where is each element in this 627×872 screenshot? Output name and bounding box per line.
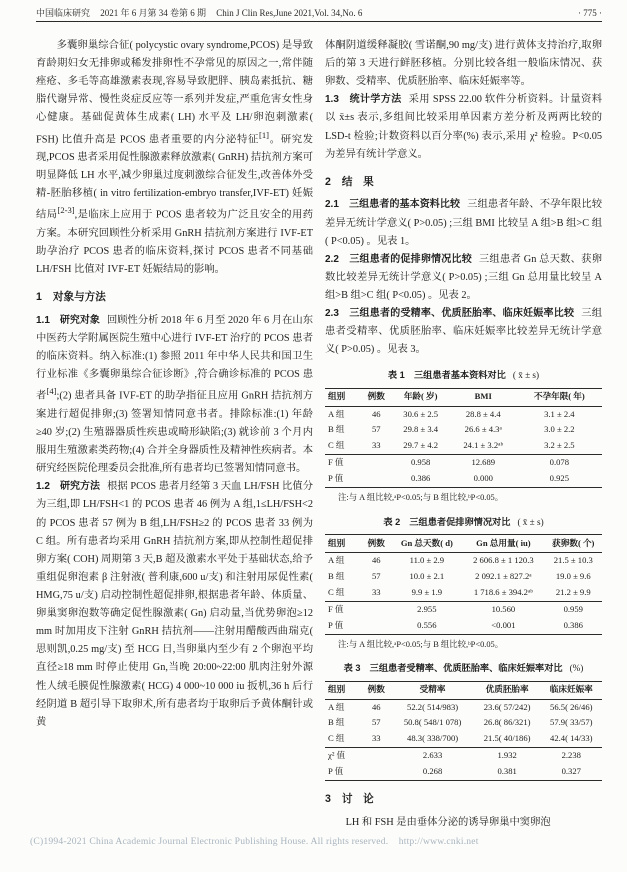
table2-note: 注:与 A 组比较,ᵃP<0.05;与 B 组比较,ᵇP<0.05。 xyxy=(338,639,504,649)
subsection-label-1-3: 1.3 统计学方法 xyxy=(325,94,402,106)
table-row xyxy=(325,455,602,471)
table-cell xyxy=(361,764,391,780)
table-row xyxy=(325,438,602,454)
table-header-row xyxy=(325,388,602,406)
column-header: 年龄( 岁) xyxy=(391,388,449,406)
column-header: 例数 xyxy=(361,681,391,699)
running-head xyxy=(36,7,602,19)
table-cell: 26.8( 86/321) xyxy=(483,717,531,728)
column-header: 优质胚胎率 xyxy=(474,681,541,699)
table-cell: 29.7 ± 4.2 xyxy=(403,440,439,451)
table-stimulation xyxy=(325,534,602,635)
table-cell: 29.8 ± 3.4 xyxy=(403,424,439,435)
table-cell: 48.3( 338/700) xyxy=(407,733,459,744)
paragraph-discussion-text: LH 和 FSH 是由垂体分泌的诱导卵巢中窦卵泡 xyxy=(345,816,551,828)
journal-title-en: Chin J Clin Res,June 2021,Vol. 34,No. 6 xyxy=(216,8,363,18)
column-header: Gn 总天数( d) xyxy=(391,535,462,553)
subsection-label-2-1: 2.1 三组患者的基本资料比较 xyxy=(325,199,461,211)
table-cell: 2 092.1 ± 827.2ᵃ xyxy=(475,570,532,581)
table-row xyxy=(325,618,602,634)
table-outcomes xyxy=(325,681,602,782)
table-cell: 3.0 ± 2.2 xyxy=(544,424,575,435)
subsection-label-1-2: 1.2 研究方法 xyxy=(36,481,101,493)
table-cell: 1 718.6 ± 394.2ᵃᵇ xyxy=(473,586,533,597)
intro-text-1: 多囊卵巢综合征( polycystic ovary syndrome,PCOS) 是导致育龄期妇女无排卵或稀发排卵性不孕常见的原因之一,常伴随痤疮、多毛等高雄激素表现,容易导致肥胖、胰岛素抵抗、糖脂代谢异常、慢性炎症反应等一系列并发症,严重危害女性身心健康。基础促黄体生成素( LH) 水平及 LH/卵泡刺激素( FSH) 比值升高是 PCOS 患者重要的内分泌特征 xyxy=(36,40,313,145)
table-cell: 0.268 xyxy=(422,766,443,777)
table-cell: 33 xyxy=(371,586,381,597)
table-row xyxy=(325,601,602,617)
table-cell: 46 xyxy=(371,701,381,712)
paragraph-2-1-text: 三组患者年龄、不孕年限比较差异无统计学意义( P>0.05) ;三组 BMI 比较呈 A 组>B 组>C 组( P<0.05) 。见表 1。 xyxy=(325,199,603,247)
table-cell: P 值 xyxy=(328,619,344,630)
paragraph-1-3-text: 采用 SPSS 22.00 软件分析资料。计量资料以 x̄±s 表示,多组间比较采用单因素方差分析及两两比较的 LSD-t 检验;计数资料以百分率(%) 表示,采用 χ² 检验。P<0.05 为差异有统计学意义。 xyxy=(325,94,603,160)
column-header: 受精率 xyxy=(391,681,473,699)
section-title: 结 果 xyxy=(341,175,374,188)
table-row xyxy=(325,748,602,764)
table-cell: P 值 xyxy=(328,473,344,484)
table-row xyxy=(325,422,602,438)
paragraph-intro xyxy=(36,37,313,279)
subsection-label-2-3: 2.3 三组患者的受精率、优质胚胎率、临床妊娠率比较 xyxy=(325,308,575,320)
table-cell: 19.0 ± 9.6 xyxy=(555,570,591,581)
column-header: 不孕年限( 年) xyxy=(517,388,602,406)
paragraph-1-2-text: 根据 PCOS 患者月经第 3 天血 LH/FSH 比值分为三组,即 LH/FSH<1 的 PCOS 患者 46 例为 A 组,1≤LH/FSH<2 的 PCOS 患者 57 例为 B 组,LH/FSH≥2 的 PCOS 患者 33 例为 C 组。所有患者均采用 GnRH 拮抗剂方案,即从控制性超促排卵方案( COH) 周期第 3 天,B 超及激素水平处于基础状态,给予重组促卵泡素 β 注射液( 普利康,600 u/支) 和注射用尿促性素( HMG,75 u/支) 启动控制性超促排卵,根据患者年龄、体质量、卵巢窦卵泡数等确定促性腺激素( Gn) 启动量,当优势卵泡≥12 mm 时加用皮下注射 GnRH 拮抗剂——注射用醋酸西曲瑞克( 思则凯,0.25 mg/支) 至 HCG 日,当卵巢内至少有 2 个卵泡平均直径≥18 mm 时停止使用 Gn,当晚 20:00~22:00 肌肉注射外源性人绒毛膜促性腺激素( HCG) 4 000~10 000 iu 扳机,36 h 后行经阴道 B 超引导下取卵术,所有患者均于取卵后予黄体酮针或黄 xyxy=(36,481,314,728)
table3-caption-text: 表 3 三组患者受精率、优质胚胎率、临床妊娠率对比 xyxy=(343,663,563,674)
column-header: 组别 xyxy=(325,535,361,553)
paragraph-discussion xyxy=(325,814,602,832)
table-cell: A 组 xyxy=(328,555,345,565)
table-cell: 10.0 ± 2.1 xyxy=(409,570,445,581)
paragraph-1-3 xyxy=(325,91,602,163)
column-header: 例数 xyxy=(361,388,391,406)
table-cell xyxy=(361,471,391,487)
paragraph-2-2 xyxy=(325,251,602,305)
table-cell: A 组 xyxy=(328,408,345,419)
section-number: 3 xyxy=(325,793,331,806)
section-title: 对象与方法 xyxy=(52,291,106,304)
table-cell: 21.2 ± 9.9 xyxy=(555,586,591,597)
two-column-body xyxy=(36,30,602,832)
section-heading-results xyxy=(325,173,602,192)
table-header-row xyxy=(325,535,602,553)
table-cell: 0.381 xyxy=(497,766,517,777)
table-cell: 0.958 xyxy=(391,455,449,471)
table-cell: 57.9( 33/57) xyxy=(550,717,593,728)
table-cell: 21.5 ± 10.3 xyxy=(553,555,593,565)
table-cell: 2 606.8 ± 1 120.3 xyxy=(473,555,534,565)
table-cell: 56.5( 26/46) xyxy=(550,701,593,712)
table-cell: C 组 xyxy=(328,586,345,597)
table-cell: 0.078 xyxy=(517,455,602,471)
column-header: Gn 总用量( iu) xyxy=(462,535,544,553)
table-cell: 11.0 ± 2.9 xyxy=(409,555,445,565)
paragraph-1-2-continuation xyxy=(325,37,602,91)
column-header: 临床妊娠率 xyxy=(541,681,602,699)
subsection-label-2-2: 2.2 三组患者的促排卵情况比较 xyxy=(325,253,472,265)
table2-caption-unit: ( x̄ ± s) xyxy=(517,516,544,527)
table-cell xyxy=(361,748,391,764)
table-row xyxy=(325,731,602,747)
table3-caption-unit: (%) xyxy=(569,663,584,674)
table-cell: F 值 xyxy=(325,601,361,617)
table-cell: B 组 xyxy=(328,570,345,581)
section-number: 1 xyxy=(36,291,42,304)
table-cell: 0.327 xyxy=(561,766,581,777)
table-cell: 57 xyxy=(371,717,381,728)
table1-block xyxy=(325,367,602,506)
table3-caption xyxy=(325,660,602,676)
left-column xyxy=(36,30,313,832)
issue-info-cn: 2021 年 6 月第 34 卷第 6 期 xyxy=(100,8,207,18)
table-cell: 3.1 ± 2.4 xyxy=(544,408,575,419)
paragraph-2-3 xyxy=(325,305,602,359)
section-title: 讨 论 xyxy=(341,793,374,806)
journal-title-cn: 中国临床研究 xyxy=(36,8,91,18)
column-header: 例数 xyxy=(361,535,391,553)
header-rule xyxy=(36,21,602,22)
table2-caption-text: 表 2 三组患者促排卵情况对比 xyxy=(383,516,511,527)
citation-2-3: [2-3] xyxy=(57,205,75,216)
table-cell: <0.001 xyxy=(491,619,516,630)
table-cell: P 值 xyxy=(328,766,344,777)
table-cell: 21.5( 40/186) xyxy=(483,733,531,744)
column-header: BMI xyxy=(450,388,517,406)
intro-text-2: 。研究发现,PCOS 患者采用促性腺激素释放激素( GnRH) 拮抗剂方案可明显降低 LH 水平,减少卵巢过度刺激综合征发生,改善体外受精-胚胎移植( in vitro fertilization-embryo transfer,IVF-ET) 妊娠结局 xyxy=(36,133,313,221)
table-cell: 46 xyxy=(371,408,381,419)
column-header: 组别 xyxy=(325,681,361,699)
paragraph-1-1-text-a: 回顾性分析 2018 年 6 月至 2020 年 6 月在山东中医药大学附属医院生殖中心进行 IVF-ET 治疗的 PCOS 患者的临床资料。纳入标准:(1) 参照 2011 年中华人民共和国卫生行业标准《多囊卵巢综合征诊断》,符合确诊标准的 PCOS 患者 xyxy=(36,314,313,402)
section-number: 2 xyxy=(325,175,331,188)
table-cell: 0.925 xyxy=(549,473,569,484)
paragraph-1-1 xyxy=(36,312,313,478)
table-cell: 28.8 ± 4.4 xyxy=(465,408,501,419)
table-row xyxy=(325,569,602,585)
table-cell: 52.2( 514/983) xyxy=(407,701,459,712)
table-cell: B 组 xyxy=(328,717,345,728)
table-cell: 2.633 xyxy=(391,748,473,764)
table-cell: 24.1 ± 3.2ᵃᵇ xyxy=(463,440,504,451)
table2-caption xyxy=(325,514,602,530)
table-cell: 26.6 ± 4.3ᵃ xyxy=(464,424,502,435)
table-cell: A 组 xyxy=(328,701,345,712)
paragraph-2-1 xyxy=(325,196,602,250)
table-row xyxy=(325,471,602,487)
column-header: 获卵数( 个) xyxy=(545,535,602,553)
table-cell: 0.386 xyxy=(563,619,583,630)
table-cell: C 组 xyxy=(328,440,345,451)
table-cell: 1.932 xyxy=(474,748,541,764)
table-cell: 0.556 xyxy=(417,619,437,630)
table-cell: 12.689 xyxy=(450,455,517,471)
table-row xyxy=(325,585,602,601)
table1-note: 注:与 A 组比较,ᵃP<0.05;与 B 组比较,ᵇP<0.05。 xyxy=(338,493,504,503)
table-cell: F 值 xyxy=(325,455,361,471)
intro-text-3: ,是临床上应用于 PCOS 患者较为广泛且安全的用药方案。本研究回顾性分析采用 GnRH 拮抗剂方案进行 IVF-ET 助孕治疗 PCOS 患者的临床资料,探讨 PCOS 患者不同基础 LH/FSH 比值对 IVF-ET 妊娠结局的影响。 xyxy=(36,209,314,276)
table-basic-info xyxy=(325,388,602,489)
copyright-watermark: (C)1994-2021 China Academic Journal Electronic Publishing House. All rights reserved. http://www.cnki.net xyxy=(30,836,479,847)
citation-4: [4] xyxy=(46,386,57,397)
journal-header xyxy=(36,7,370,19)
citation-1: [1] xyxy=(258,129,269,140)
table-row xyxy=(325,553,602,569)
table-row xyxy=(325,406,602,422)
table-cell: 30.6 ± 2.5 xyxy=(403,408,439,419)
paragraph-2-2-text: 三组患者 Gn 总天数、获卵数比较差异无统计学意义( P>0.05) ;三组 Gn 总用量比较呈 A 组>B 组>C 组( P<0.05) 。见表 2。 xyxy=(325,253,602,301)
table-header-row xyxy=(325,681,602,699)
table-cell: 10.560 xyxy=(462,601,544,617)
table-cell: 50.8( 548/1 078) xyxy=(403,717,462,728)
page-number: · 775 · xyxy=(578,8,602,18)
table-row xyxy=(325,715,602,731)
table-cell: 57 xyxy=(371,424,381,435)
table2-block xyxy=(325,514,602,653)
paragraph-1-2-cont-text: 体酮阴道缓释凝胶( 雪诺酮,90 mg/支) 进行黄体支持治疗,取卵后的第 3 天进行鲜胚移植。分别比较各组一般临床情况、获卵数、受精率、优质胚胎率、临床妊娠率等。 xyxy=(325,40,602,88)
table-cell: 2.955 xyxy=(391,601,462,617)
right-column xyxy=(325,30,602,832)
table-row xyxy=(325,764,602,780)
table1-caption xyxy=(325,367,602,383)
table-cell: 9.9 ± 1.9 xyxy=(411,586,443,597)
table-cell: 46 xyxy=(371,555,381,565)
table1-caption-text: 表 1 三组患者基本资料对比 xyxy=(387,370,506,381)
table1-caption-unit: ( x̄ ± s) xyxy=(512,370,540,381)
table-cell: 0.959 xyxy=(545,601,602,617)
table-cell xyxy=(361,601,391,617)
column-header: 组别 xyxy=(325,388,361,406)
table-cell: 0.386 xyxy=(410,473,431,484)
table-cell: 0.000 xyxy=(473,473,493,484)
table-cell: B 组 xyxy=(328,424,345,435)
table-cell: χ² 值 xyxy=(325,748,361,764)
section-heading-discussion xyxy=(325,790,602,809)
table-cell: 3.2 ± 2.5 xyxy=(544,440,575,451)
table-cell: 2.238 xyxy=(541,748,602,764)
paragraph-1-1-text-b: ;(2) 患者具备 IVF-ET 的助孕指征且应用 GnRH 拮抗剂方案进行超促排卵;(3) 签署知情同意书者。排除标准:(1) 年龄≥40 岁;(2) 生殖器器质性疾患或畸形缺陷;(3) 就诊前 3 个月内服用生殖激素类药物;(4) 合并全身器质性及精神性疾病者。本研究经医院伦理委员会批准,所有患者均已签署知情同意书。 xyxy=(36,390,313,475)
paragraph-1-2 xyxy=(36,478,313,732)
paragraph-2-3-text: 三组患者受精率、优质胚胎率、临床妊娠率比较差异无统计学意义( P>0.05) 。见表 3。 xyxy=(325,308,603,356)
table-cell xyxy=(361,455,391,471)
subsection-label-1-1: 1.1 研究对象 xyxy=(36,314,100,326)
table-cell: 57 xyxy=(371,570,381,581)
table-cell: 42.4( 14/33) xyxy=(550,733,593,744)
table-cell xyxy=(361,618,391,634)
table3-block xyxy=(325,660,602,781)
table-cell: 23.6( 57/242) xyxy=(483,701,531,712)
table-row xyxy=(325,699,602,715)
table-cell: C 组 xyxy=(328,733,345,744)
table-cell: 33 xyxy=(371,733,381,744)
table-cell: 33 xyxy=(371,440,381,451)
section-heading-methods xyxy=(36,288,313,307)
